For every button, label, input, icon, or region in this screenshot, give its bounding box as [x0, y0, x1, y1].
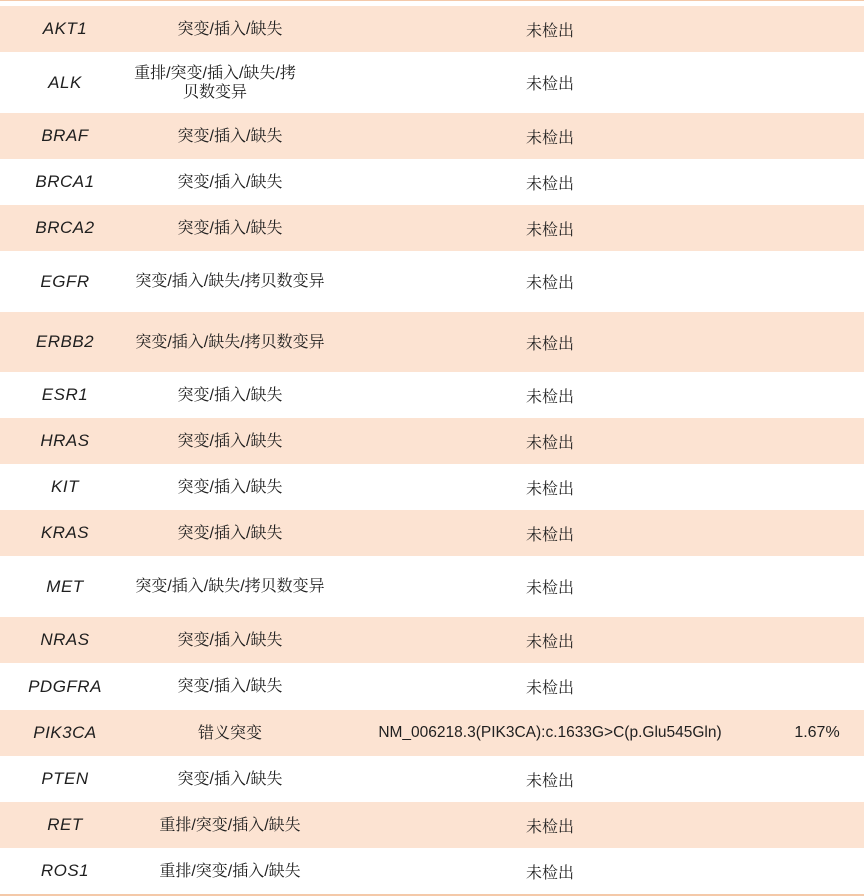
- detection-result: 未检出: [525, 388, 574, 406]
- variant-type: 突变/插入/缺失: [177, 386, 283, 404]
- gene-name: AKT1: [42, 19, 88, 38]
- variant-type: 突变/插入/缺失: [177, 173, 283, 191]
- variant-type: 突变/插入/缺失: [177, 219, 283, 237]
- gene-name: PIK3CA: [33, 723, 97, 742]
- variant-type: 突变/插入/缺失: [177, 770, 283, 788]
- variant-type: 突变/插入/缺失: [177, 432, 283, 450]
- gene-name: BRAF: [41, 126, 89, 145]
- gene-name: RET: [47, 815, 83, 834]
- detection-result: 未检出: [525, 633, 574, 651]
- variant-type: 突变/插入/缺失/拷贝数变异: [135, 333, 325, 351]
- variant-type: 重排/突变/插入/缺失: [159, 862, 301, 880]
- table-row: [0, 372, 864, 418]
- table-row: [0, 418, 864, 464]
- variant-type: 突变/插入/缺失/拷贝数变异: [135, 273, 325, 290]
- detection-result: 未检出: [525, 434, 574, 452]
- table-row: [0, 6, 864, 52]
- detection-result: 未检出: [525, 175, 574, 193]
- table-row: [0, 802, 864, 848]
- detection-result: 未检出: [525, 526, 574, 544]
- table-row: [0, 312, 864, 372]
- table-row: [0, 756, 864, 802]
- table-row: [0, 848, 864, 894]
- gene-name: ROS1: [40, 861, 90, 880]
- gene-name: BRCA1: [35, 172, 95, 191]
- gene-name: KRAS: [40, 523, 90, 542]
- table-row: [0, 113, 864, 159]
- variant-type: 重排/突变/插入/缺失/拷贝数变异: [134, 64, 296, 101]
- detection-result: 未检出: [525, 772, 574, 790]
- detection-result: 未检出: [525, 680, 574, 697]
- gene-name: ERBB2: [35, 332, 95, 351]
- variant-type: 突变/插入/缺失: [177, 127, 283, 145]
- variant-type: 突变/插入/缺失: [177, 524, 283, 542]
- table-row: [0, 663, 864, 710]
- table-row: [0, 205, 864, 251]
- gene-name: ALK: [48, 72, 82, 92]
- detection-result: 未检出: [525, 76, 574, 93]
- gene-name: MET: [46, 576, 84, 596]
- table-row: [0, 159, 864, 205]
- variant-type: 突变/插入/缺失: [177, 678, 283, 695]
- detection-result: 未检出: [525, 864, 574, 882]
- detection-result: 未检出: [525, 22, 574, 40]
- gene-name: ESR1: [41, 385, 89, 404]
- gene-name: BRCA2: [35, 218, 95, 237]
- variant-type: 突变/插入/缺失: [177, 20, 283, 38]
- gene-name: EGFR: [40, 271, 90, 291]
- table-row: [0, 710, 864, 756]
- detection-result: 未检出: [525, 275, 574, 292]
- mutation-frequency: 1.67%: [794, 724, 840, 741]
- variant-type: 突变/插入/缺失: [177, 478, 283, 496]
- gene-name: PTEN: [41, 769, 89, 788]
- table-row: [0, 52, 864, 113]
- detection-result: 未检出: [525, 129, 574, 147]
- variant-type: 错义突变: [197, 724, 262, 742]
- gene-name: HRAS: [40, 431, 90, 450]
- detection-result: 未检出: [525, 221, 574, 239]
- table-row: [0, 617, 864, 663]
- detection-result: 未检出: [525, 480, 574, 498]
- gene-name: PDGFRA: [28, 676, 102, 696]
- variant-type: 突变/插入/缺失: [177, 631, 283, 649]
- gene-name: NRAS: [40, 630, 90, 649]
- detection-result: 未检出: [525, 335, 574, 353]
- detection-result: 未检出: [525, 580, 574, 597]
- table-row: [0, 510, 864, 556]
- detection-result: NM_006218.3(PIK3CA):c.1633G>C(p.Glu545Gln): [378, 724, 722, 741]
- gene-name: KIT: [51, 477, 79, 496]
- table-row: [0, 251, 864, 312]
- table-row: [0, 556, 864, 617]
- variant-type: 突变/插入/缺失/拷贝数变异: [135, 578, 325, 595]
- table-row: [0, 464, 864, 510]
- variant-type: 重排/突变/插入/缺失: [159, 816, 301, 834]
- detection-result: 未检出: [525, 818, 574, 836]
